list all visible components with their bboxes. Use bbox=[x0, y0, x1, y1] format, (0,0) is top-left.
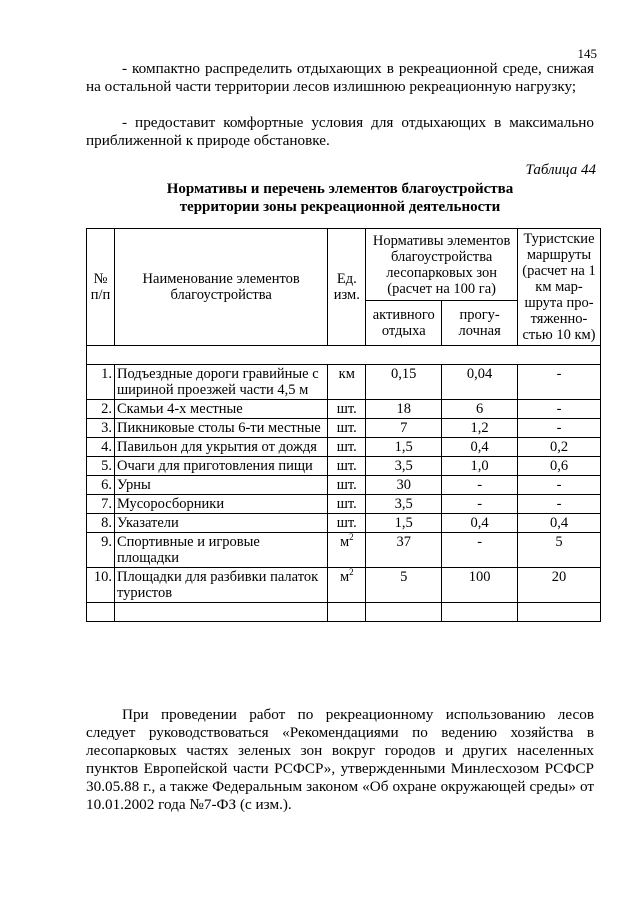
cell-num: 3. bbox=[87, 419, 115, 438]
unit-base: м bbox=[339, 534, 350, 550]
cell-name: Павильон для укрытия от дождя bbox=[114, 438, 327, 457]
cell-tourist: 20 bbox=[518, 568, 601, 603]
cell-walking: 0,4 bbox=[442, 438, 518, 457]
header-walking: прогу-лочная bbox=[442, 301, 518, 346]
table-row bbox=[87, 457, 601, 476]
cell-name: Скамьи 4-х местные bbox=[114, 400, 327, 419]
cell-name: Площадки для разбивки палаток туристов bbox=[114, 568, 327, 603]
cell-active: 1,5 bbox=[366, 514, 442, 533]
cell-tourist: - bbox=[518, 400, 601, 419]
table-caption: Таблица 44 bbox=[525, 162, 596, 178]
cell-active: 0,15 bbox=[366, 365, 442, 400]
table-row bbox=[87, 533, 601, 568]
header-norms: Нормативы элементов благоустройства лесопарковых зон (расчет на 100 га) bbox=[366, 229, 518, 301]
cell-walking: 1,0 bbox=[442, 457, 518, 476]
cell-tourist: 0,2 bbox=[518, 438, 601, 457]
cell-num: 7. bbox=[87, 495, 115, 514]
cell-active: 7 bbox=[366, 419, 442, 438]
cell-tourist: - bbox=[518, 419, 601, 438]
cell-walking: 1,2 bbox=[442, 419, 518, 438]
spacer-cell bbox=[87, 346, 601, 365]
cell-num: 9. bbox=[87, 533, 115, 568]
header-active: активного отдыха bbox=[366, 301, 442, 346]
cell-tourist: 0,6 bbox=[518, 457, 601, 476]
cell-num: 8. bbox=[87, 514, 115, 533]
header-tourist: Туристские маршруты (расчет на 1 км мар-шрута про-тяженно-стью 10 км) bbox=[518, 229, 601, 346]
cell-active: 3,5 bbox=[366, 495, 442, 514]
cell-unit: шт. bbox=[328, 495, 366, 514]
cell-name: Урны bbox=[114, 476, 327, 495]
empty-cell bbox=[366, 603, 442, 622]
table-spacer-row bbox=[87, 346, 601, 365]
intro-paragraph-2: - предоставит комфортные условия для отдыхающих в максимально приближенной к природе обстановке. bbox=[86, 114, 594, 149]
cell-num: 1. bbox=[87, 365, 115, 400]
cell-num: 6. bbox=[87, 476, 115, 495]
cell-name: Спортивные и игровые площадки bbox=[114, 533, 327, 568]
table-row bbox=[87, 495, 601, 514]
cell-unit: шт. bbox=[328, 457, 366, 476]
header-num: № п/п bbox=[87, 229, 115, 346]
header-unit: Ед. изм. bbox=[328, 229, 366, 346]
cell-active: 5 bbox=[366, 568, 442, 603]
unit-superscript: 2 bbox=[349, 567, 354, 578]
cell-name: Указатели bbox=[114, 514, 327, 533]
cell-num: 10. bbox=[87, 568, 115, 603]
cell-num: 4. bbox=[87, 438, 115, 457]
unit-superscript: 2 bbox=[349, 532, 354, 543]
closing-paragraph: При проведении работ по рекреационному использованию лесов следует руководствоваться «Рекомендациями по ведению хозяйства в лесопарковых частях зеленых зон вокруг городов и других населенных пунктов Европейской части РСФСР», утвержденными Минлесхозом РСФСР 30.05.88 г., а также Федеральным законом «Об охране окружающей среды» от 10.01.2002 года №7-ФЗ (с изм.). bbox=[86, 706, 594, 813]
cell-num: 2. bbox=[87, 400, 115, 419]
page-number: 145 bbox=[577, 46, 597, 61]
table-row bbox=[87, 400, 601, 419]
cell-unit: км bbox=[328, 365, 366, 400]
empty-cell bbox=[518, 603, 601, 622]
cell-tourist: - bbox=[518, 495, 601, 514]
cell-active: 1,5 bbox=[366, 438, 442, 457]
cell-active: 30 bbox=[366, 476, 442, 495]
cell-walking: 6 bbox=[442, 400, 518, 419]
table-row bbox=[87, 514, 601, 533]
cell-unit: шт. bbox=[328, 419, 366, 438]
cell-walking: - bbox=[442, 476, 518, 495]
table-title-line-2: территории зоны рекреационной деятельности bbox=[179, 199, 501, 215]
cell-tourist: 5 bbox=[518, 533, 601, 568]
cell-active: 3,5 bbox=[366, 457, 442, 476]
cell-num: 5. bbox=[87, 457, 115, 476]
cell-unit: шт. bbox=[328, 400, 366, 419]
table-row bbox=[87, 365, 601, 400]
cell-unit bbox=[328, 568, 366, 603]
cell-walking: 100 bbox=[442, 568, 518, 603]
cell-name: Очаги для приготовления пищи bbox=[114, 457, 327, 476]
table-row bbox=[87, 476, 601, 495]
cell-active: 37 bbox=[366, 533, 442, 568]
cell-name: Пикниковые столы 6-ти местные bbox=[114, 419, 327, 438]
table-title bbox=[86, 180, 594, 216]
empty-cell bbox=[114, 603, 327, 622]
cell-name: Мусоросборники bbox=[114, 495, 327, 514]
cell-unit bbox=[328, 533, 366, 568]
cell-unit: шт. bbox=[328, 476, 366, 495]
empty-cell bbox=[87, 603, 115, 622]
cell-unit: шт. bbox=[328, 514, 366, 533]
cell-walking: 0,04 bbox=[442, 365, 518, 400]
cell-unit: шт. bbox=[328, 438, 366, 457]
table-header bbox=[87, 229, 601, 346]
empty-cell bbox=[442, 603, 518, 622]
cell-active: 18 bbox=[366, 400, 442, 419]
unit-base: м bbox=[339, 569, 350, 585]
empty-cell bbox=[328, 603, 366, 622]
table-row bbox=[87, 438, 601, 457]
table-title-line-1: Нормативы и перечень элементов благоустройства bbox=[166, 181, 514, 197]
norms-table bbox=[86, 228, 601, 622]
cell-walking: - bbox=[442, 533, 518, 568]
cell-walking: - bbox=[442, 495, 518, 514]
cell-tourist: - bbox=[518, 476, 601, 495]
cell-tourist: - bbox=[518, 365, 601, 400]
table-body bbox=[87, 346, 601, 622]
table-empty-row bbox=[87, 603, 601, 622]
table-row bbox=[87, 419, 601, 438]
intro-paragraph-1: - компактно распределить отдыхающих в рекреационной среде, снижая на остальной части территории лесов излишнюю рекреационную нагрузку; bbox=[86, 60, 594, 95]
cell-name: Подъездные дороги гравийные с шириной проезжей части 4,5 м bbox=[114, 365, 327, 400]
cell-tourist: 0,4 bbox=[518, 514, 601, 533]
table-row bbox=[87, 568, 601, 603]
cell-walking: 0,4 bbox=[442, 514, 518, 533]
header-name: Наименование элементов благоустройства bbox=[114, 229, 327, 346]
